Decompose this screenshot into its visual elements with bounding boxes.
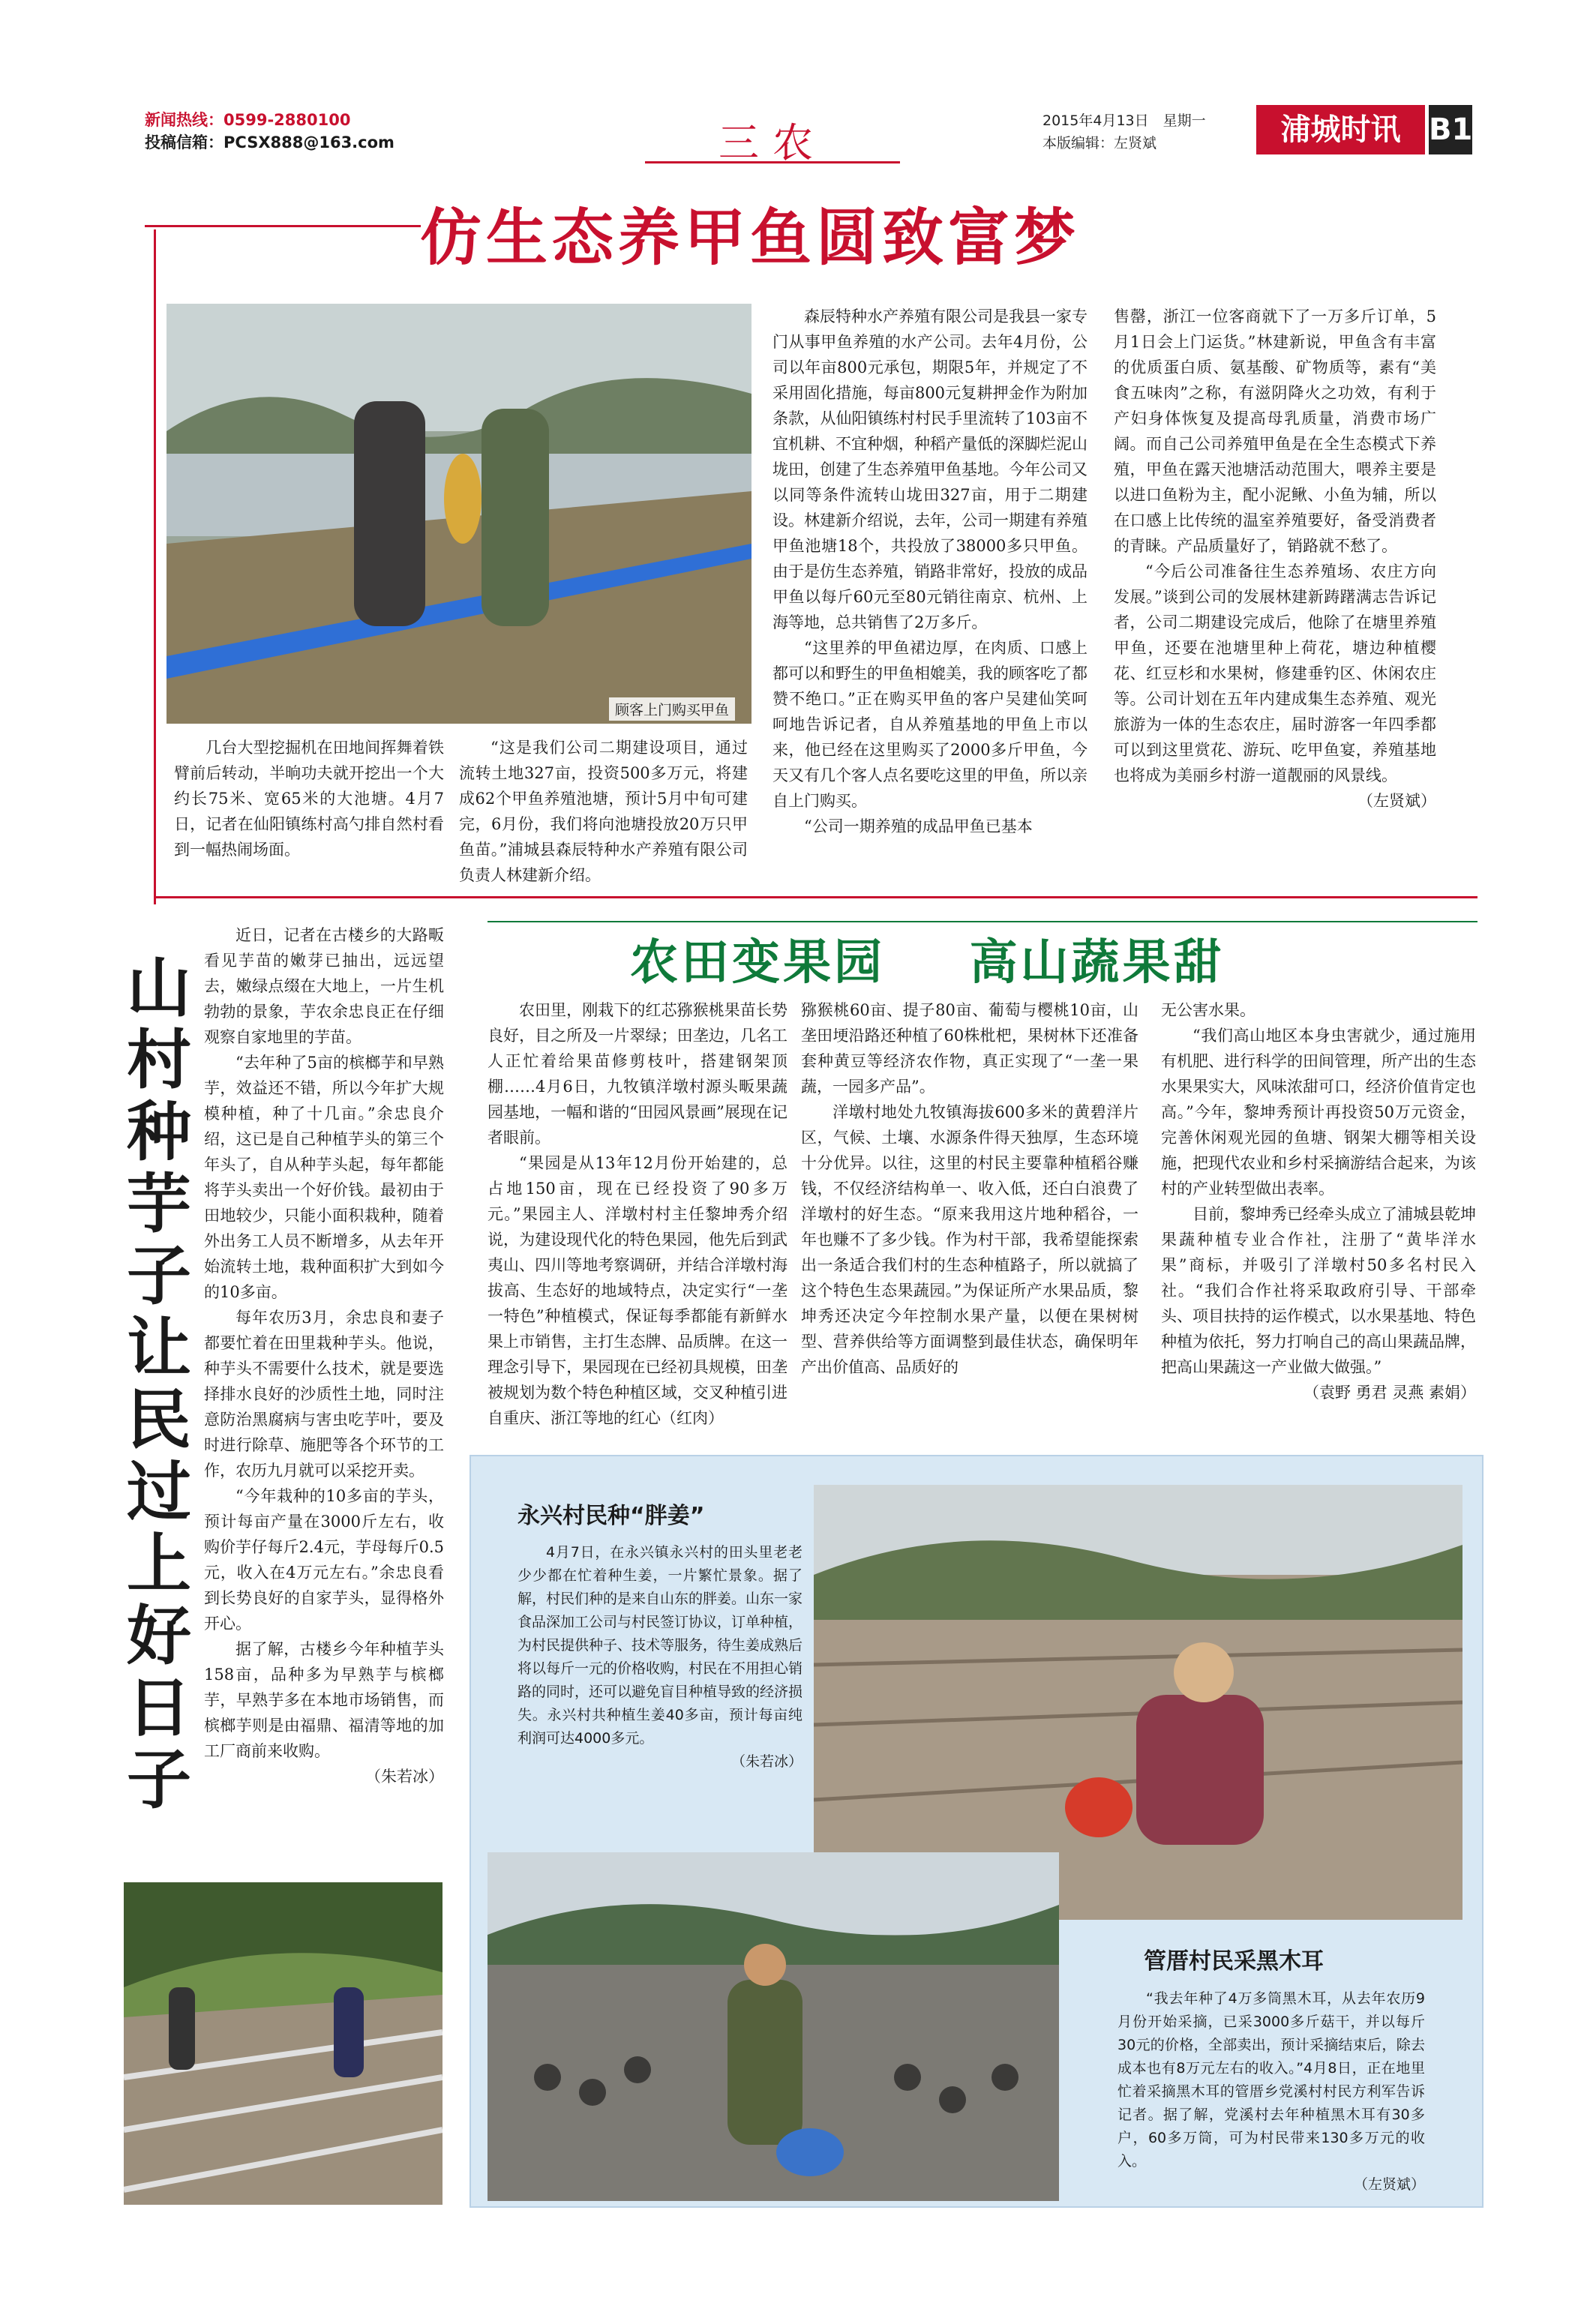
black-fungus-photo (488, 1852, 1059, 2201)
byline: （朱若冰） (730, 1753, 802, 1770)
taro-field-photo (124, 1882, 442, 2205)
paragraph: 森辰特种水产养殖有限公司是我县一家专门从事甲鱼养殖的水产公司。去年4月份，公司以年亩800元承包，期限5年，并规定了不采用固化措施，每亩800元复耕押金作为附加条款，从仙阳镇练村村民手里流转了103亩不宜机耕、不宜种烟，种稻产量低的深脚烂泥山垅田，创建了生态养殖甲鱼基地。今年公司又以同等条件流转山垅田327亩，用于二期建设。林建新介绍说，去年，公司一期建有养殖甲鱼池塘18个，共投放了38000多只甲鱼。由于是仿生态养殖，销路非常好，投放的成品甲鱼以每斤60元至80元销往南京、杭州、上海等地，总共销售了2万多斤。 (772, 307, 1088, 631)
paragraph: 洋墩村地处九牧镇海拔600多米的黄碧洋片区，气候、土壤、水源条件得天独厚，生态环境十分优异。以往，这里的村民主要靠种植稻谷赚钱，不仅经济结构单一、收入低，还白白浪费了洋墩村的好生态。“原来我用这片地种稻谷，一年也赚不了多少钱。作为村干部，我希望能探索出一条适合我们村的生态种植路子，所以就搞了这个特色生态果蔬园。”为保证所产水果品质，黎坤秀还决定今年控制水果产量，以便在果树树型、营养供给等方面调整到最佳状态，确保明年产出价值高、品质好的 (801, 1103, 1138, 1376)
page-editor: 本版编辑：左贤斌 (1042, 135, 1157, 151)
article3-column-1 (488, 997, 788, 1431)
issue-date: 2015年4月13日 星期一 (1042, 112, 1206, 129)
byline: （左贤斌） (1353, 2176, 1425, 2193)
black-fungus-illustration (488, 1852, 1059, 2201)
paragraph: “这是我们公司二期建设项目，通过流转土地327亩，投资500多万元，将建成62个甲鱼养殖池塘，预计5月中旬可建完，6月份，我们将向池塘投放20万只甲鱼苗。”浦城县森辰特种水产养殖有限公司负责人林建新介绍。 (459, 739, 748, 884)
article1-column-4 (1114, 304, 1436, 814)
article3-headline (630, 924, 1225, 993)
article3-column-3 (1161, 997, 1476, 1405)
box2-title: 管厝村民采黑木耳 (1144, 1948, 1324, 1975)
byline: （袁野 勇君 灵燕 素娟） (1303, 1384, 1476, 1402)
byline: （左贤斌） (1358, 792, 1436, 810)
headline-part-a: 农田变果园 (630, 935, 885, 991)
paragraph: 猕猴桃60亩、提子80亩、葡萄与樱桃10亩，山垄田埂沿路还种植了60株枇杷，果树林下还准备套种黄豆等经济农作物，真正实现了“一垄一果蔬，一园多产品”。 (801, 1001, 1138, 1096)
article1-column-2 (459, 735, 748, 888)
headline-text: 山村种芋子让民过上好日子 (127, 951, 191, 1818)
headline-part-b: 高山蔬果甜 (969, 935, 1225, 991)
paragraph: 农田里，刚栽下的红芯猕猴桃果苗长势良好，目之所及一片翠绿；田垄边，几名工人正忙着给果苗修剪枝叶，搭建钢架顶棚……4月6日，九牧镇洋墩村源头畈果蔬园基地，一幅和谐的“田园风景画”展现在记者眼前。 (488, 1001, 788, 1147)
paragraph: “这里养的甲鱼裙边厚，在肉质、口感上都可以和野生的甲鱼相媲美，我的顾客吃了都赞不绝口。”正在购买甲鱼的客户吴建仙笑呵呵地告诉记者，自从养殖基地的甲鱼上市以来，他已经在这里购买了2000多斤甲鱼，今天又有几个客人点名要吃这里的甲鱼，所以亲自上门购买。 (772, 639, 1088, 810)
article2-headline (122, 952, 196, 1816)
paragraph: 售罄，浙江一位客商就下了一万多斤订单，5月1日会上门运货。”林建新说，甲鱼含有丰富的优质蛋白质、氨基酸、矿物质等，素有“美食五味肉”之称，有滋阴降火之功效，有利于产妇身体恢复及提高母乳质量，消费市场广阔。而自己公司养殖甲鱼是在全生态模式下养殖，甲鱼在露天池塘活动范围大，喂养主要是以进口鱼粉为主，配小泥鳅、小鱼为辅，所以在口感上比传统的温室养殖要好，备受消费者的青睐。产品质量好了，销路就不愁了。 (1114, 307, 1436, 555)
section-title: 三农 (718, 119, 826, 166)
article-frame-left (154, 229, 156, 904)
turtle-farm-illustration (166, 304, 752, 724)
issue-info (1042, 109, 1206, 154)
byline: （朱若冰） (365, 1768, 444, 1786)
page-number: B1 (1429, 105, 1472, 154)
box2-body (1118, 1987, 1425, 2197)
paragraph: “今后公司准备往生态养殖场、农庄方向发展。”谈到公司的发展林建新踌躇满志告诉记者，公司二期建设完成后，他除了在塘里养殖甲鱼，还要在池塘里种上荷花，塘边种植樱花、红豆杉和水果树，修建垂钓区、休闲农庄等。公司计划在五年内建成集生态养殖、观光旅游为一体的生态农庄，届时游客一年四季都可以到这里赏花、游玩、吃甲鱼宴，养殖基地也将成为美丽乡村游一道靓丽的风景线。 (1114, 562, 1436, 784)
paragraph: 据了解，古楼乡今年种植芋头158亩，品种多为早熟芋与槟榔芋，早熟芋多在本地市场销售，而槟榔芋则是由福鼎、福清等地的加工厂商前来收购。 (204, 1640, 444, 1760)
paragraph: “我去年种了4万多筒黑木耳，从去年农历9月份开始采摘，已采3000多斤菇干，并以每斤30元的价格，全部卖出，预计采摘结束后，除去成本也有8万元左右的收入。”4月8日，正在地里忙着采摘黑木耳的管厝乡党溪村村民方利军告诉记者。据了解，党溪村去年种植黑木耳有30多户，60多万筒，可为村民带来130多万元的收入。 (1118, 1990, 1425, 2170)
photo-caption: 顾客上门购买甲鱼 (609, 697, 735, 721)
paragraph: 4月7日，在永兴镇永兴村的田头里老老少少都在忙着种生姜，一片繁忙景象。据了解，村民们种的是来自山东的胖姜。山东一家食品深加工公司与村民签订协议，订单种植，为村民提供种子、技术等服务，待生姜成熟后将以每斤一元的价格收购，村民在不用担心销路的同时，还可以避免盲目种植导致的经济损失。永兴村共种植生姜40多亩，预计每亩纯利润可达4000多元。 (518, 1544, 803, 1747)
headline-rule (488, 921, 1478, 922)
masthead-logo: 浦城时讯 (1256, 105, 1425, 154)
article-frame-bottom (154, 896, 1478, 898)
news-hotline: 新闻热线：0599-2880100 (145, 111, 351, 129)
taro-field-illustration (124, 1882, 442, 2205)
paragraph: “去年种了5亩的槟榔芋和早熟芋，效益还不错，所以今年扩大规模种植，种了十几亩。”余忠良介绍，这已是自己种植芋头的第三个年头了，自从种芋头起，每年都能将芋头卖出一个好价钱。最初由于田地较少，只能小面积栽种，随着外出务工人员不断增多，从去年开始流转土地，栽种面积扩大到如今的10多亩。 (204, 1054, 444, 1301)
submission-email: 投稿信箱：PCSX888@163.com (145, 133, 394, 151)
headline-rule-left (145, 225, 421, 227)
paragraph: 无公害水果。 (1161, 1001, 1256, 1019)
paragraph: 几台大型挖掘机在田地间挥舞着铁臂前后转动，半晌功夫就开挖出一个大约长75米、宽65米的大池塘。4月7日，记者在仙阳镇练村高勺排自然村看到一幅热闹场面。 (174, 739, 444, 859)
section-underline (645, 161, 900, 163)
article2-body (204, 922, 444, 1789)
article3-column-2 (801, 997, 1138, 1380)
box1-body (518, 1541, 802, 1774)
paragraph: 每年农历3月，余忠良和妻子都要忙着在田里栽种芋头。他说，种芋头不需要什么技术，就是要选择排水良好的沙质性土地，同时注意防治黑腐病与害虫吃芋叶，要及时进行除草、施肥等各个环节的工作，农历九月就可以采挖开卖。 (204, 1309, 444, 1480)
paragraph: “公司一期养殖的成品甲鱼已基本 (804, 817, 1033, 835)
article1-column-3 (772, 304, 1088, 839)
box1-title: 永兴村民种“胖姜” (518, 1503, 705, 1529)
paragraph: 目前，黎坤秀已经牵头成立了浦城县乾坤果蔬种植专业合作社，注册了“黄毕洋水果”商标，并吸引了洋墩村50多名村民入社。“我们合作社将采取政府引导、干部牵头、项目扶持的运作模式，以水果基地、特色种植为依托，努力打响自己的高山果蔬品牌，把高山果蔬这一产业做大做强。” (1161, 1205, 1476, 1376)
article1-headline: 仿生态养甲鱼圆致富梦 (420, 202, 1081, 274)
paragraph: 近日，记者在古楼乡的大路畈看见芋苗的嫩芽已抽出，远远望去，嫩绿点缀在大地上，一片生机勃勃的景象，芋农余忠良正在仔细观察自家地里的芋苗。 (204, 926, 444, 1046)
contact-info (145, 109, 394, 154)
turtle-farm-photo (166, 304, 752, 724)
paragraph: “今年栽种的10多亩的芋头，预计每亩产量在3000斤左右，收购价芋仔每斤2.4元，芋母每斤0.5元，收入在4万元左右。”余忠良看到长势良好的自家芋头，显得格外开心。 (204, 1487, 444, 1633)
paragraph: “我们高山地区本身虫害就少，通过施用有机肥、进行科学的田间管理，所产出的生态水果果实大，风味浓甜可口，经济价值肯定也高。”今年，黎坤秀预计再投资50万元资金，完善休闲观光园的鱼塘、钢架大棚等相关设施，把现代农业和乡村采摘游结合起来，为该村的产业转型做出表率。 (1161, 1027, 1476, 1198)
paragraph: “果园是从13年12月份开始建的，总占地150亩，现在已经投资了90多万元。”果园主人、洋墩村村主任黎坤秀介绍说，为建设现代化的特色果园，他先后到武夷山、四川等地考察调研，并结合洋墩村海拔高、生态好的地域特点，决定实行“一垄一特色”种植模式，保证每季都能有新鲜水果上市销售，主打生态牌、品质牌。在这一理念引导下，果园现在已经初具规模，田垄被规划为数个特色种植区域，交叉种植引进自重庆、浙江等地的红心（红肉） (488, 1154, 788, 1427)
article1-column-1 (174, 735, 444, 862)
